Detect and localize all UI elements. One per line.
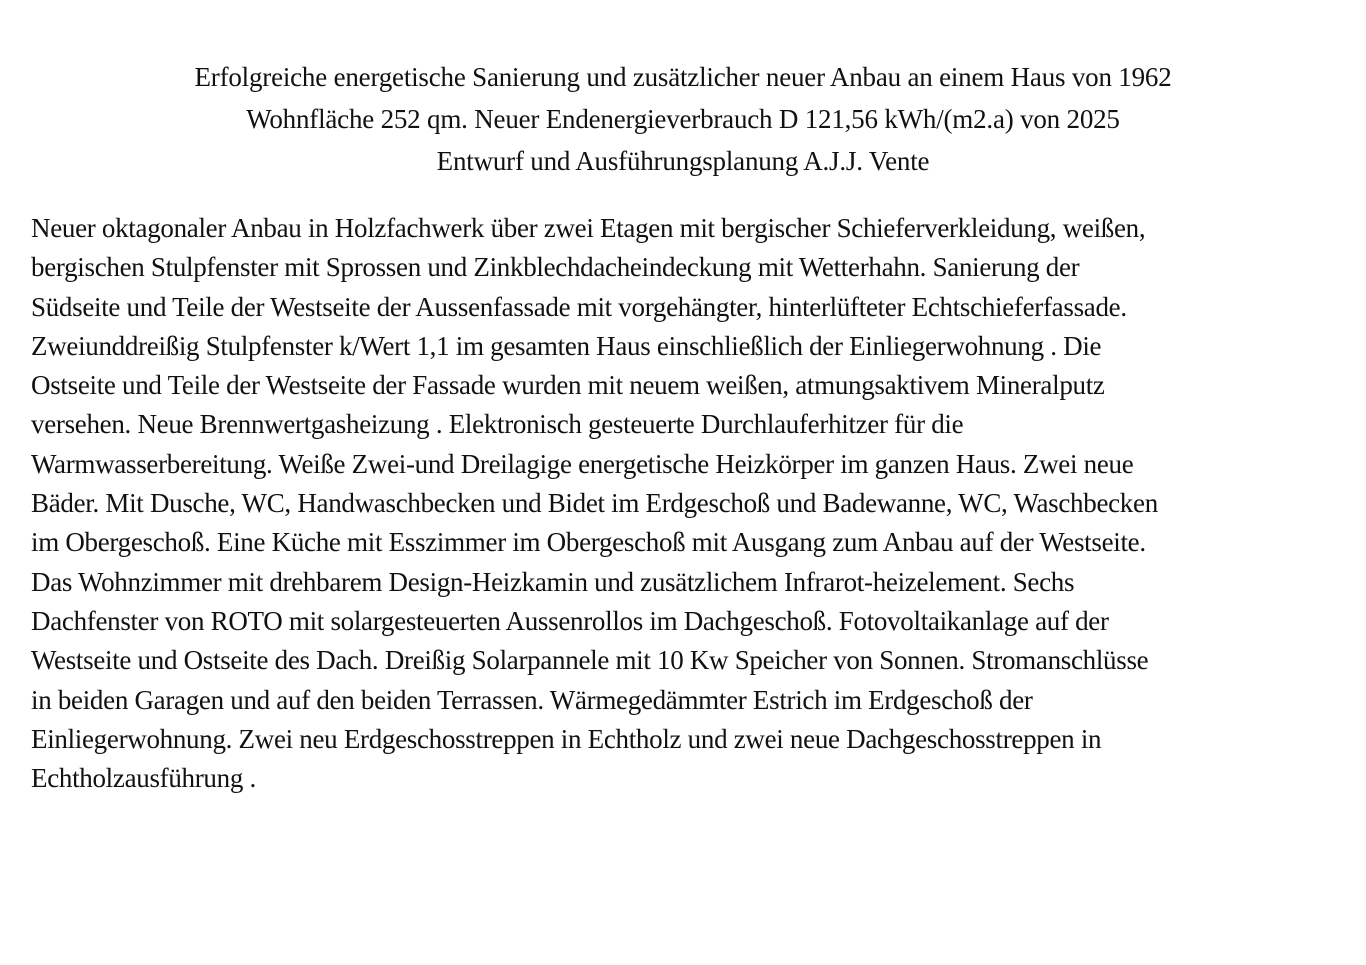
heading-line-author: Entwurf und Ausführungsplanung A.J.J. Vente: [436, 146, 930, 176]
description-line: Zweiunddreißig Stulpfenster k/Wert 1,1 im gesamten Haus einschließlich der Einliegerwohnung . Die: [31, 330, 1102, 361]
description-line: Neuer oktagonaler Anbau in Holzfachwerk über zwei Etagen mit bergischer Schieferverkleidung, weißen,: [31, 213, 1146, 243]
description-line: Einliegerwohnung. Zwei neu Erdgeschosstreppen in Echtholz und zwei neue Dachgeschosstreppen in: [31, 723, 1102, 754]
description-line: Dachfenster von ROTO mit solargesteuerten Aussenrollos im Dachgeschoß. Fotovoltaikanlage auf der: [31, 605, 1109, 636]
description-line: Echtholzausführung .: [31, 763, 256, 794]
heading-line-energy: Wohnfläche 252 qm. Neuer Endenergieverbrauch D 121,56 kWh/(m2.a) von 2025: [246, 104, 1120, 134]
description-line: in beiden Garagen und auf den beiden Terrassen. Wärmegedämmter Estrich im Erdgeschoß der: [31, 684, 1033, 715]
description-line: Südseite und Teile der Westseite der Aussenfassade mit vorgehängter, hinterlüfteter Echtschieferfassade.: [31, 291, 1127, 322]
document-heading: [0, 56, 1366, 182]
description-paragraph: [31, 209, 1341, 798]
description-line: Das Wohnzimmer mit drehbarem Design-Heizkamin und zusätzlichem Infrarot-heizelement. Sechs: [31, 566, 1075, 597]
description-line: versehen. Neue Brennwertgasheizung . Elektronisch gesteuerte Durchlauferhitzer für die: [31, 409, 964, 440]
description-line: Warmwasserbereitung. Weiße Zwei-und Dreilagige energetische Heizkörper im ganzen Haus. Zwei neue: [31, 448, 1134, 479]
description-line: Ostseite und Teile der Westseite der Fassade wurden mit neuem weißen, atmungsaktivem Mineralputz: [31, 370, 1105, 401]
description-line: im Obergeschoß. Eine Küche mit Esszimmer im Obergeschoß mit Ausgang zum Anbau auf der Westseite.: [31, 527, 1146, 558]
description-line: bergischen Stulpfenster mit Sprossen und Zinkblechdacheindeckung mit Wetterhahn. Sanierung der: [31, 252, 1080, 283]
description-line: Bäder. Mit Dusche, WC, Handwaschbecken und Bidet im Erdgeschoß und Badewanne, WC, Waschbecken: [31, 488, 1158, 519]
heading-line-title: Erfolgreiche energetische Sanierung und zusätzlicher neuer Anbau an einem Haus von 1962: [194, 62, 1172, 92]
description-line: Westseite und Ostseite des Dach. Dreißig Solarpannele mit 10 Kw Speicher von Sonnen. Stromanschlüsse: [31, 645, 1149, 676]
